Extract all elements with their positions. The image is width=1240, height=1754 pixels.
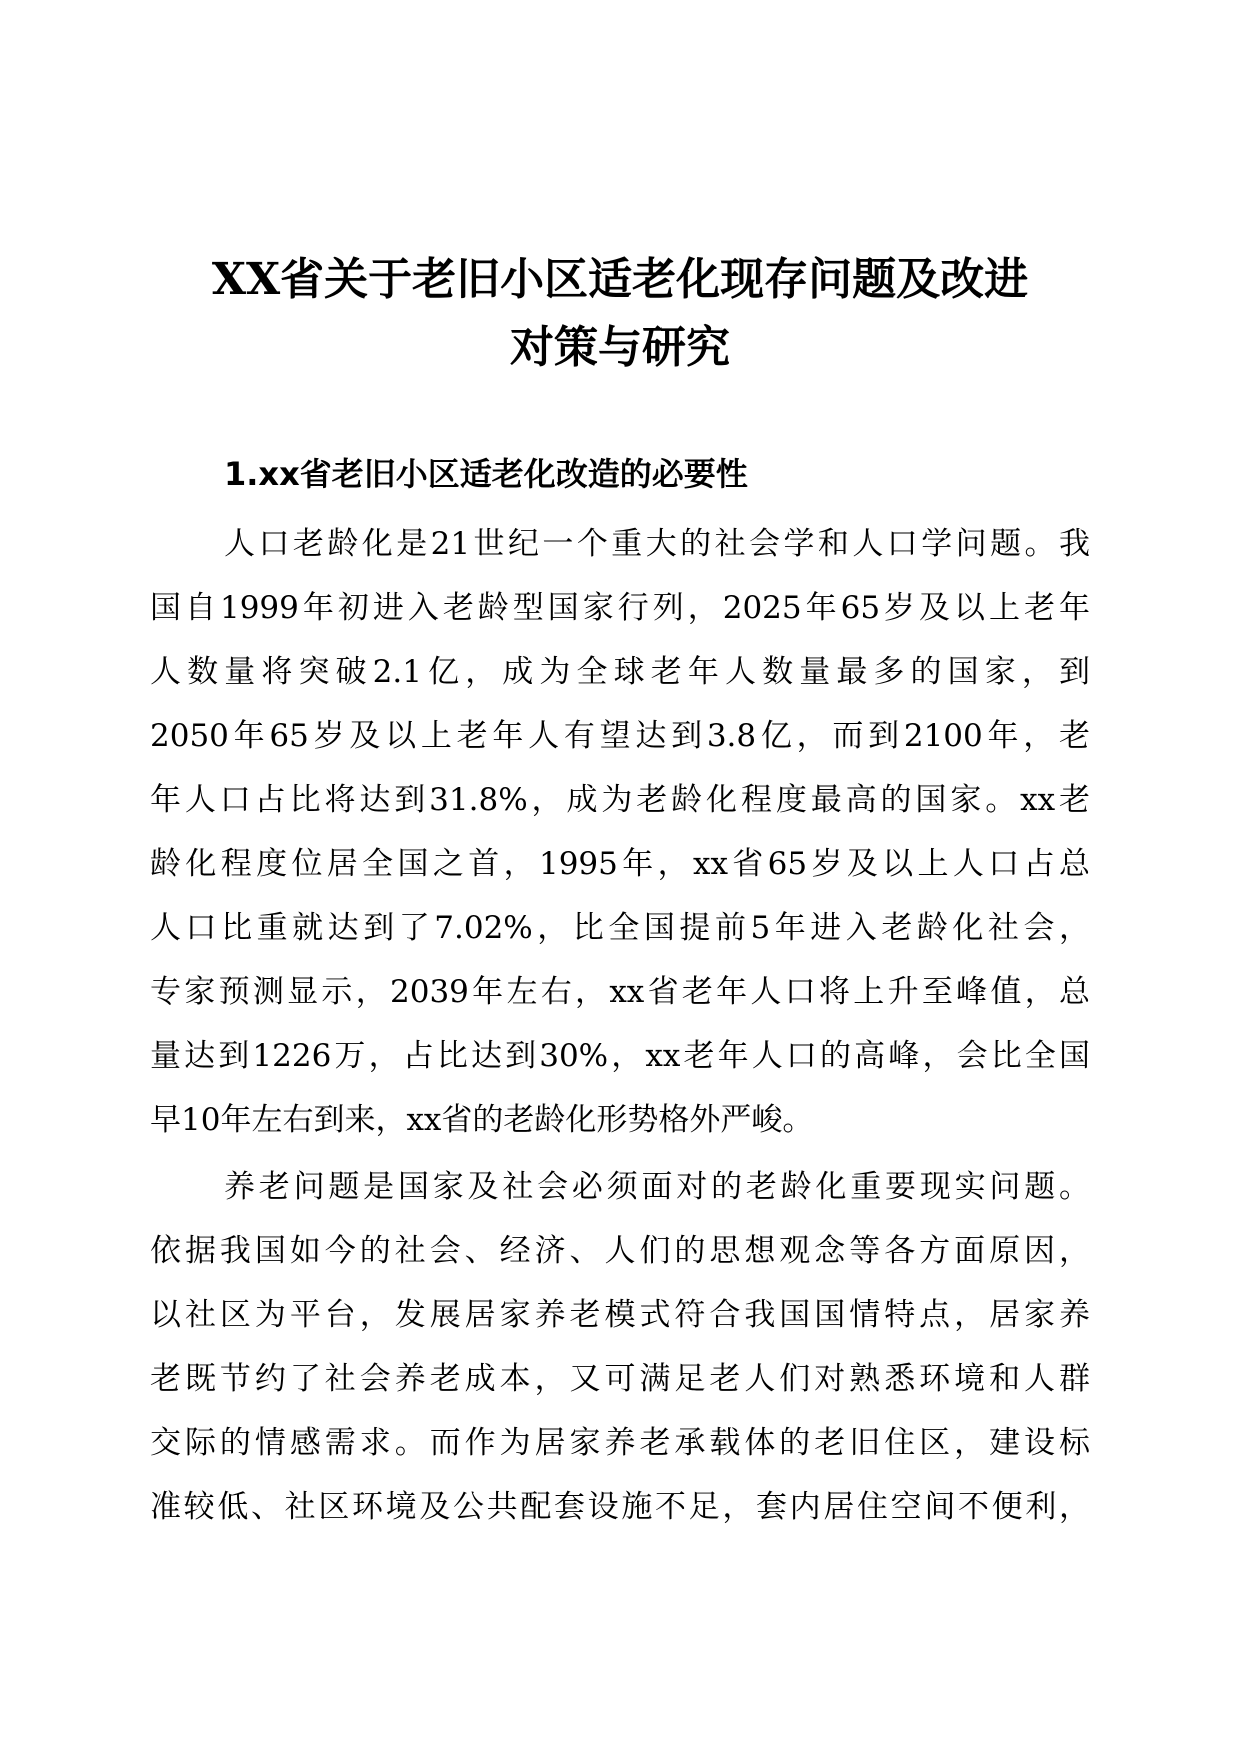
paragraph-line: 交际的情感需求。而作为居家养老承载体的老旧住区，建设标 — [150, 1425, 1090, 1461]
paragraph-2 — [150, 1155, 1090, 1539]
paragraph-line: 人口老龄化是21世纪一个重大的社会学和人口学问题。我 — [224, 526, 1090, 562]
paragraph-line: 年人口占比将达到31.8%，成为老龄化程度最高的国家。xx老 — [150, 782, 1090, 818]
document-title-line-2: 对策与研究 — [510, 322, 730, 373]
paragraph-line: 以社区为平台，发展居家养老模式符合我国国情特点，居家养 — [150, 1297, 1090, 1333]
paragraph-line: 国自1999年初进入老龄型国家行列，2025年65岁及以上老年 — [150, 590, 1090, 626]
paragraph-line: 养老问题是国家及社会必须面对的老龄化重要现实问题。 — [224, 1169, 1090, 1205]
paragraph-line: 量达到1226万，占比达到30%，xx老年人口的高峰，会比全国 — [150, 1038, 1090, 1074]
paragraph-line: 准较低、社区环境及公共配套设施不足，套内居住空间不便利， — [150, 1489, 1090, 1525]
section-heading: 1.xx省老旧小区适老化改造的必要性 — [224, 455, 748, 493]
paragraph-line: 龄化程度位居全国之首，1995年，xx省65岁及以上人口占总 — [150, 846, 1090, 882]
paragraph-line: 老既节约了社会养老成本，又可满足老人们对熟悉环境和人群 — [150, 1361, 1090, 1397]
paragraph-line: 依据我国如今的社会、经济、人们的思想观念等各方面原因， — [150, 1233, 1090, 1269]
paragraph-1 — [150, 512, 1090, 1152]
paragraph-line: 人数量将突破2.1亿，成为全球老年人数量最多的国家，到 — [150, 654, 1090, 690]
document-title-line-1: XX省关于老旧小区适老化现存问题及改进 — [211, 254, 1029, 305]
paragraph-line: 专家预测显示，2039年左右，xx省老年人口将上升至峰值，总 — [150, 974, 1090, 1010]
paragraph-line: 人口比重就达到了7.02%，比全国提前5年进入老龄化社会， — [150, 910, 1090, 946]
paragraph-line: 早10年左右到来，xx省的老龄化形势格外严峻。 — [150, 1102, 814, 1138]
paragraph-line: 2050年65岁及以上老年人有望达到3.8亿，而到2100年，老 — [150, 718, 1090, 754]
